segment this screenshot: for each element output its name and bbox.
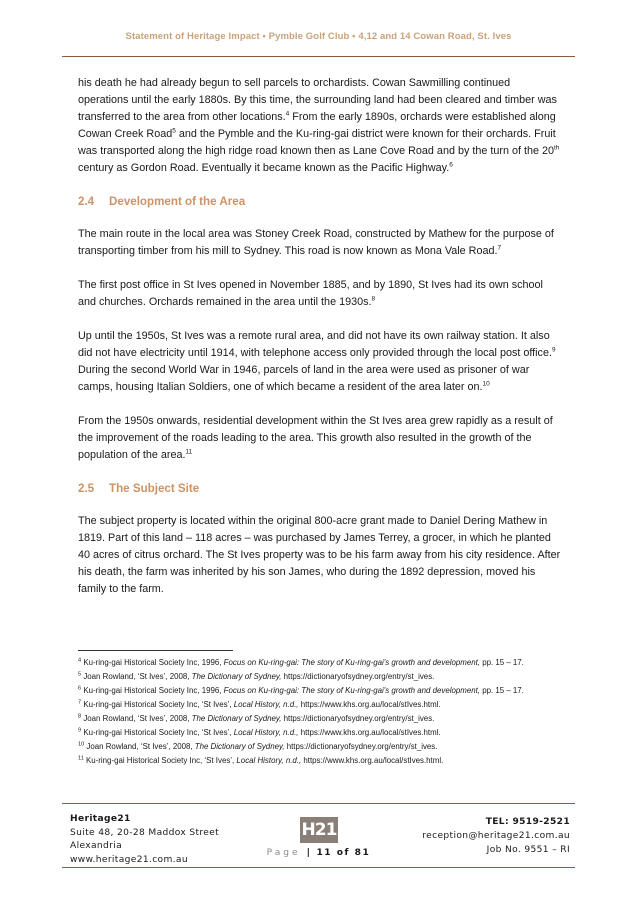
job-number: Job No. 9551 – RI bbox=[486, 844, 570, 855]
footnote: $^5$ Joan Rowland, ‘St Ives’, 2008, The Dictionary of Sydney, https://dictionaryofsydney.org/entry/st_ives. bbox=[78, 671, 435, 681]
section-title: The Subject Site bbox=[109, 482, 200, 495]
footnote-ref-8: 8 bbox=[371, 295, 376, 303]
footnote: $^4$ Ku-ring-gai Historical Society Inc, 1996, Focus on Ku-ring-gai: The story of Ku-ring-gai's growth and development, pp. 15 – 17. bbox=[78, 657, 524, 667]
address-line: Alexandria bbox=[70, 841, 123, 852]
paragraph-rural-area: Up until the 1950s, St Ives was a remote rural area, and did not have its own railway station. It also did not have electricity until 1914, with telephone access only provided through the local post office.$^9$ During the second World War in 1946, parcels of land in the area were used as prisoner of war camps, housing Italian Soldiers, one of which became a resident of the area later on.$^{10}$ bbox=[78, 330, 556, 393]
footnote-divider bbox=[78, 650, 233, 651]
address-line: Suite 48, 20-28 Maddox Street bbox=[70, 827, 220, 838]
footer-contact bbox=[422, 816, 570, 857]
section-number: 2.4 bbox=[78, 195, 95, 208]
footnotes bbox=[78, 657, 562, 769]
paragraph-post-office: The first post office in St Ives opened in November 1885, and by 1890, St Ives had its own school and churches. Orchards remained in the area until the 1930s.$^8$ bbox=[78, 279, 543, 308]
section-heading-2-5 bbox=[78, 481, 562, 497]
page-header bbox=[0, 0, 637, 62]
bottom-divider bbox=[62, 867, 575, 868]
footnote: $^9$ Ku-ring-gai Historical Society Inc, ‘St Ives’, Local History, n.d., https://www.khs.org.au/local/stIves.html. bbox=[78, 727, 441, 737]
footnote: $^8$ Joan Rowland, ‘St Ives’, 2008, The Dictionary of Sydney, https://dictionaryofsydney.org/entry/st_ives. bbox=[78, 713, 435, 723]
footer-divider bbox=[62, 803, 575, 804]
page-number: Page | 11 of 81 bbox=[266, 848, 371, 858]
paragraph-subject-site: The subject property is located within the original 800-acre grant made to Daniel Dering Mathew in 1819. Part of this land – 118 acres – was purchased by James Terrey, a grocer, in which he planted 40 acres of citrus orchard. The St Ives property was to be his farm away from his city residence. After his death, the farm was inherited by his son James, who during the 1892 depression, moved his family to the farm. bbox=[78, 515, 561, 595]
paragraph-orchards: his death he had already begun to sell parcels to orchardists. Cowan Sawmilling continued operations until the early 1880s. By this time, the surrounding land had been cleared and timber was transferred to the area from other locations.$^4$ From the early 1890s, orchards were established along Cowan Creek Road$^5$ and the Pymble and the Ku-ring-gai district were known for their orchards. Fruit was transported along the high ridge road known then as Lane Cove Road and by the turn of the 20th century as Gordon Road. Eventually it became known as the Pacific Highway.$^6$ bbox=[78, 77, 560, 174]
footnote-ref-6: 6 bbox=[449, 161, 453, 169]
footnote-ref-11: 11 bbox=[185, 448, 193, 456]
section-title: Development of the Area bbox=[109, 195, 246, 208]
paragraph-stoney-creek-road: The main route in the local area was Stoney Creek Road, constructed by Mathew for the purpose of transporting timber from his mill to Sydney. This road is now known as Mona Vale Road.$^7$ bbox=[78, 228, 554, 257]
header-divider bbox=[62, 56, 575, 57]
superscript-th: th bbox=[554, 144, 560, 152]
section-heading-2-4 bbox=[78, 194, 562, 210]
website-link[interactable]: www.heritage21.com.au bbox=[70, 854, 188, 865]
footnote: $^7$ Ku-ring-gai Historical Society Inc, ‘St Ives’, Local History, n.d., https://www.khs.org.au/local/stIves.html. bbox=[78, 699, 441, 709]
footer-address bbox=[70, 813, 219, 867]
telephone: TEL: 9519-2521 bbox=[485, 817, 570, 827]
company-name: Heritage21 bbox=[70, 814, 131, 824]
body-content bbox=[78, 75, 562, 615]
email-link[interactable]: reception@heritage21.com.au bbox=[422, 830, 570, 841]
header-title: Statement of Heritage Impact • Pymble Golf Club • 4,12 and 14 Cowan Road, St. Ives bbox=[125, 31, 512, 42]
section-number: 2.5 bbox=[78, 482, 95, 495]
footnote-ref-10: 10 bbox=[482, 380, 490, 388]
paragraph-residential-development: From the 1950s onwards, residential development within the St Ives area grew rapidly as a result of the improvement of the roads leading to the area. This growth also resulted in the growth of the population of the area.$^{11}$ bbox=[78, 415, 553, 461]
footnote: $^{11}$ Ku-ring-gai Historical Society Inc, ‘St Ives’, Local History, n.d., https://www.khs.org.au/local/stIves.html. bbox=[78, 755, 444, 765]
footnote-ref-4: 4 bbox=[285, 110, 290, 118]
footnote-ref-5: 5 bbox=[172, 127, 176, 135]
footnote-ref-7: 7 bbox=[497, 244, 502, 252]
footnote-ref-9: 9 bbox=[551, 346, 556, 354]
footnote: $^6$ Ku-ring-gai Historical Society Inc, 1996, Focus on Ku-ring-gai: The story of Ku-ring-gai's growth and development, pp. 15 – 17. bbox=[78, 685, 524, 695]
heritage21-logo: H21 bbox=[300, 817, 338, 843]
footnote: $^{10}$ Joan Rowland, ‘St Ives’, 2008, The Dictionary of Sydney, https://dictionaryofsydney.org/entry/st_ives. bbox=[78, 741, 438, 751]
